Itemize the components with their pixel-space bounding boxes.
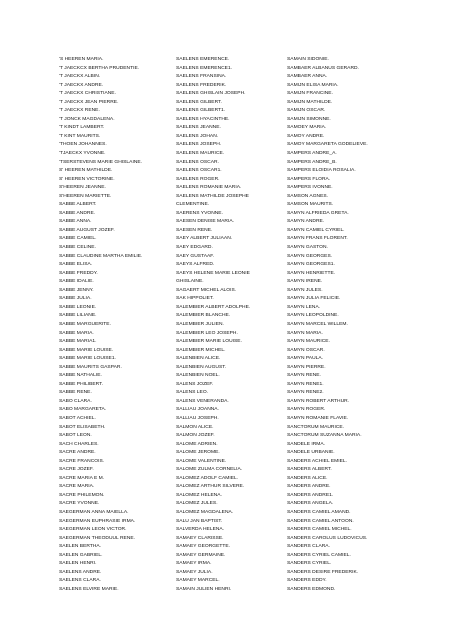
name-entry: SAMYN MAURICE.: [287, 339, 330, 345]
name-entry: SALOMEZ MAGDALENA.: [176, 509, 234, 515]
name-entry: SALU JAN BAPTIST.: [176, 518, 223, 524]
name-entry: SABBE AUGUST JOZEF.: [59, 227, 115, 233]
name-entry: SAMPERS ELOIDIA ROSALIA.: [287, 168, 356, 174]
name-entry: SANCTORUM SUZANNA MARIA.: [287, 433, 362, 439]
name-entry: SAMOEY MARIA.: [287, 125, 327, 131]
name-entry: SAELENS OSCAR1.: [176, 168, 222, 174]
name-entry: SACRE YVONNE.: [59, 501, 100, 507]
name-entry: 'TJAECKX YVONNE.: [59, 151, 106, 157]
name-entry: SALENBIEN ALICE.: [176, 356, 221, 362]
name-entry: SAESEN RENE.: [176, 227, 213, 233]
name-entry: SAMYN GASTON.: [287, 245, 328, 251]
name-entry: SAELENS JOSEPH.: [176, 142, 222, 148]
name-entry: SANDERS CYRIEL.: [287, 561, 332, 567]
name-entry: SANDERS CLARA.: [287, 544, 330, 550]
name-entry: SAEYS HELENE MARIE LEONIE: [176, 270, 250, 276]
name-entry: SABBE CELINE.: [59, 245, 96, 251]
name-entry: SAMAEY GERMAINE.: [176, 552, 226, 558]
name-entry: SAEGERMAN EUPHRASIE IRMA.: [59, 518, 136, 524]
name-entry: S'HEEREN MARIETTE.: [59, 193, 112, 199]
name-entry: 'T JAECKX ALBIN.: [59, 74, 101, 80]
name-entry: SAELENS ROMANIE MARIA.: [176, 185, 242, 191]
name-entry: S' HEEREN VICTORINE.: [59, 176, 115, 182]
name-entry: SACRE PHILEMON.: [59, 492, 105, 498]
name-entry: SANDERS CAMIEL ANTOON.: [287, 518, 354, 524]
name-entry: SAEYS ALFRED.: [176, 262, 215, 268]
name-entry: SAMYN HENRIETTE.: [287, 270, 336, 276]
name-entry: SABBE JULIA.: [59, 296, 92, 302]
name-entry: SABBE MARIE LOUISE.: [59, 347, 114, 353]
name-entry: SAMYN OSCAR.: [287, 347, 325, 353]
name-entry: S' HEEREN MATHILDE.: [59, 168, 113, 174]
name-entry: SAMIJN FRANCINE.: [287, 91, 333, 97]
name-entry: SAMBAER ALBANUS GERARD.: [287, 65, 359, 71]
name-entry: SAMIJN ELISA MARIA.: [287, 82, 339, 88]
name-entry: SABBE LEONIE.: [59, 304, 97, 310]
name-entry: SAMPERS ANDRE_B.: [287, 159, 337, 165]
name-entry: SALMON JOZEF.: [176, 433, 215, 439]
name-entry: SAMAIN SIDONIE.: [287, 57, 329, 62]
name-entry: 'T KINDT LAMBERT.: [59, 125, 105, 131]
name-entry: SAMYN ALFRIEDA GRETA.: [287, 210, 349, 216]
name-entry: SAMYN RENE.: [287, 373, 321, 379]
name-entry: SACRE MARIA.: [59, 484, 95, 490]
name-entry: SALOMEZ HELENA.: [176, 492, 222, 498]
name-entry: SABBE MARIE LOUISE1.: [59, 356, 116, 362]
name-entry: SACRE JOZEF.: [59, 467, 94, 473]
name-entry: SALENS JOZEF.: [176, 381, 214, 387]
name-entry: SABO MARGARETA.: [59, 407, 107, 413]
name-entry: S'HEEREN JEANNE.: [59, 185, 106, 191]
name-entry: SAEY GUSTAAF.: [176, 253, 215, 259]
name-entry: 'T JAECKX RENE.: [59, 108, 100, 114]
name-entry: SANDELE URBANIE.: [287, 450, 335, 456]
name-entry: SABOT ACHIEL.: [59, 415, 96, 421]
name-entry: SABBE ANDRE.: [59, 210, 96, 216]
name-entry: SAMAEY GEORGETTE.: [176, 544, 231, 550]
name-entry: SAELENS MATHILDE JOSEPHE: [176, 193, 249, 199]
name-entry: SABBE PHILIBERT.: [59, 381, 103, 387]
name-entry: SABBE MARIA1.: [59, 339, 97, 345]
name-entry: SANDERS ALICE.: [287, 475, 328, 481]
name-entry: SALLIAU JOANNA.: [176, 407, 219, 413]
name-entry: SANDERS ANDRE1.: [287, 492, 334, 498]
name-entry: SAEY EDGARD.: [176, 245, 213, 251]
name-entry: SALENS VENERANDA.: [176, 398, 229, 404]
name-entry: SAELENS FREDERIK.: [176, 82, 227, 88]
name-entry: SABBE ALBERT.: [59, 202, 97, 208]
name-entry: SALOME ZULMA CORNELIA.: [176, 467, 243, 473]
name-entry: SAELENS ELVIRE MARIE.: [59, 586, 119, 592]
name-entry: SAELENS GILBERT1.: [176, 108, 226, 114]
name-entry: 'TSERSTEVENS MARIE GHISLAINE.: [59, 159, 143, 165]
name-entry: SAMAIN JULIEN HENRI.: [176, 586, 232, 592]
name-entry: SAMYN MARCEL WILLEM.: [287, 321, 348, 327]
name-entry: SAELENS GHISLAIN JOSEPH.: [176, 91, 246, 97]
name-entry: SABOT ELISABETH.: [59, 424, 106, 430]
name-entry: SAMOY MARGARETA GODELIEVE.: [287, 142, 368, 148]
name-entry: SAMYN MARIA.: [287, 330, 323, 336]
name-entry: SAELEN GABRIEL.: [59, 552, 103, 558]
name-column-3: [287, 56, 407, 594]
name-entry: SAELENS JEANNE.: [176, 125, 221, 131]
name-entry: SAMPERS IVONNE.: [287, 185, 333, 191]
name-entry: SAMAEY CLARISSE.: [176, 535, 224, 541]
name-entry: SAMOY ANDRE.: [287, 133, 325, 139]
name-entry: SAMYN LEOPOLDINE.: [287, 313, 339, 319]
name-entry: SALEMBIER JULIEN.: [176, 321, 224, 327]
name-entry: CLEMENTINE.: [176, 202, 210, 208]
name-entry: SALEMBIER MARIE LOUISE.: [176, 339, 242, 345]
name-entry: SANDERS ANGELA.: [287, 501, 334, 507]
name-entry: 'T JAECKX JEAN PIERRE.: [59, 99, 119, 105]
name-entry: SAESEN DENISE MARIA.: [176, 219, 235, 225]
name-entry: SAMYN FRANS FLORENT.: [287, 236, 348, 242]
name-entry: 'T JAECKCX BERTHA PRUDENTIE.: [59, 65, 140, 71]
name-entry: SABBE MARIA.: [59, 330, 94, 336]
name-entry: SALVERDA HELENA.: [176, 527, 225, 533]
name-entry: SAGAERT MICHEL ALOIS.: [176, 287, 237, 293]
name-entry: SABBE RENE.: [59, 390, 92, 396]
name-entry: SAMYN PIERRE.: [287, 364, 326, 370]
name-entry: SANCTORUM MAURICE.: [287, 424, 345, 430]
name-entry: SAMPERS FLORA.: [287, 176, 331, 182]
name-entry: 'T JAECKX ANDRE.: [59, 82, 104, 88]
name-entry: SANDERS CAROLUS LUDOVICUS.: [287, 535, 368, 541]
name-entry: SAMYN ROMANIE FLAVIE.: [287, 415, 349, 421]
name-entry: SAMYN RENE2.: [287, 390, 324, 396]
name-entry: SACRE MARIA E M.: [59, 475, 105, 481]
name-entry: SABBE JENNY.: [59, 287, 94, 293]
name-entry: SANDERS ALBERT.: [287, 467, 332, 473]
name-entry: SALLIAU JOSEPH.: [176, 415, 219, 421]
name-entry: SAMYN IRENE.: [287, 279, 323, 285]
name-entry: SALEMBIER ALBERT ADOLPHE.: [176, 304, 251, 310]
name-entry: SAMYN LENA.: [287, 304, 321, 310]
name-entry: SAMYN ROBERT ARTHUR.: [287, 398, 350, 404]
name-entry: SACH CHARLES.: [59, 441, 99, 447]
name-entry: 'T JONCK MAGDALENA.: [59, 116, 115, 122]
name-entry: SABBE MAURITS GASPAR.: [59, 364, 122, 370]
name-entry: SANDERS CAMIEL MICHEL.: [287, 527, 352, 533]
name-entry: SAELENS ANDRE.: [59, 569, 102, 575]
name-entry: SALEMBIER MICHEL.: [176, 347, 226, 353]
name-entry: SAELEN BERTHA.: [59, 544, 102, 550]
name-entry: SABOT LEON.: [59, 433, 92, 439]
name-entry: SAMYN ROGER.: [287, 407, 326, 413]
name-entry: SAEGERMAN ANNA MAIELLA.: [59, 509, 129, 515]
name-entry: SANDERS ANDRE.: [287, 484, 331, 490]
name-entry: SALOMEZ ADOLF CAMIEL.: [176, 475, 239, 481]
name-entry: SAELENS MAURICE.: [176, 151, 225, 157]
name-entry: SAEY ALBERT JULIAAN.: [176, 236, 233, 242]
name-entry: 'S HEEREN MARIA.: [59, 57, 104, 62]
name-column-1: [59, 56, 171, 594]
name-entry: SAMSON MAURITS.: [287, 202, 334, 208]
name-entry: SACRE ANDRE.: [59, 450, 96, 456]
name-entry: SANDELE IRMA.: [287, 441, 326, 447]
name-entry: SAK HIPPOLIET.: [176, 296, 214, 302]
name-entry: SAELENS EMERENCE.: [176, 57, 230, 62]
name-entry: SABBE FREDDY.: [59, 270, 98, 276]
name-entry: SABBE IDALIE.: [59, 279, 94, 285]
name-entry: SAMPERS ANDRE_A.: [287, 151, 337, 157]
name-entry: SAMYN ANDRE.: [287, 219, 325, 225]
name-entry: SAERENS YVONNE.: [176, 210, 223, 216]
name-entry: SAMIJN MATHILDE.: [287, 99, 333, 105]
name-entry: SABBE LILIANE.: [59, 313, 97, 319]
name-entry: SAMYN CAMIEL CYRIEL.: [287, 227, 345, 233]
name-entry: SALOME ADRIEN.: [176, 441, 218, 447]
name-entry: SAELENS EMERENCE1.: [176, 65, 233, 71]
name-entry: SAELENS ROGER.: [176, 176, 220, 182]
name-entry: 'THOEN JOHANNES.: [59, 142, 107, 148]
name-entry: SANDERS DESIRE FREDERIK.: [287, 569, 359, 575]
name-column-2: [176, 56, 286, 594]
name-entry: SAELENS CLARA.: [59, 578, 101, 584]
name-entry: SAMSON AGNES.: [287, 193, 329, 199]
name-entry: SAMYN JULIA FELICIE.: [287, 296, 341, 302]
name-entry: SANDERS CYRIEL CAMIEL.: [287, 552, 351, 558]
name-entry: SALEMBIER LEO JOSEPH.: [176, 330, 238, 336]
name-entry: SALOMEZ JULES.: [176, 501, 218, 507]
name-entry: SABO CLARA.: [59, 398, 92, 404]
name-entry: 'T KINT MAURITS.: [59, 133, 101, 139]
name-entry: SACRE FRANCOIS.: [59, 458, 105, 464]
name-entry: SAELENS FRANSINA.: [176, 74, 227, 80]
name-entry: SAEGERMAN THEODUUL RENE.: [59, 535, 136, 541]
name-entry: SALMON ALICE.: [176, 424, 214, 430]
name-entry: SANDERS ACHIEL EMIEL.: [287, 458, 348, 464]
name-entry: SANDERS CAMIEL AMAND.: [287, 509, 351, 515]
name-entry: SABBE CLAUDINE MARTHA EMILIE.: [59, 253, 143, 259]
name-entry: SAMYN PAULA.: [287, 356, 324, 362]
name-entry: SAMYN GEORGES.: [287, 253, 333, 259]
name-entry: SAMYN GEORGES1.: [287, 262, 335, 268]
name-entry: SALOME JEROME.: [176, 450, 220, 456]
name-entry: SAMYN JULES.: [287, 287, 323, 293]
name-entry: 'T JAECKX CHRISTIANE.: [59, 91, 116, 97]
name-entry: SABBE ELISA.: [59, 262, 93, 268]
name-entry: SABBE MARGUERITE.: [59, 321, 111, 327]
name-entry: SAELEN HENRI.: [59, 561, 97, 567]
name-entry: SABBE NATHALIE.: [59, 373, 102, 379]
name-entry: SALEMBIER BLANCHE.: [176, 313, 231, 319]
name-entry: SAMAEY IRMA.: [176, 561, 212, 567]
name-entry: SALENS LEO.: [176, 390, 209, 396]
name-entry: SALOME VALENTINE.: [176, 458, 227, 464]
name-entry: SAELENS GILBERT.: [176, 99, 222, 105]
name-entry: SAMBAER ANNA.: [287, 74, 328, 80]
name-entry: SALENBIEN AUGUST.: [176, 364, 227, 370]
name-entry: SAMYN RENE1.: [287, 381, 324, 387]
name-entry: SAMAEY JULIA.: [176, 569, 213, 575]
name-entry: SAMIJN SIMONNE.: [287, 116, 331, 122]
name-entry: SAMAEY MARCEL.: [176, 578, 220, 584]
name-entry: SANDERS EDMOND.: [287, 586, 336, 592]
name-entry: SAELENS HYACINTHE.: [176, 116, 230, 122]
name-entry: SALOMEZ ARTHUR SILVERE.: [176, 484, 245, 490]
name-entry: SAEGERMAN LEON VICTOR.: [59, 527, 127, 533]
name-entry: SABBE CAMIEL.: [59, 236, 97, 242]
name-entry: SAELENS OSCAR.: [176, 159, 219, 165]
name-entry: SALENBIEN NOEL.: [176, 373, 220, 379]
name-entry: SAELENS JOHAN.: [176, 133, 219, 139]
name-entry: SANDERS EDDY.: [287, 578, 327, 584]
name-entry: SAMIJN OSCAR.: [287, 108, 326, 114]
name-entry: GHISLAINE.: [176, 279, 204, 285]
name-entry: SABBE ANNA.: [59, 219, 92, 225]
